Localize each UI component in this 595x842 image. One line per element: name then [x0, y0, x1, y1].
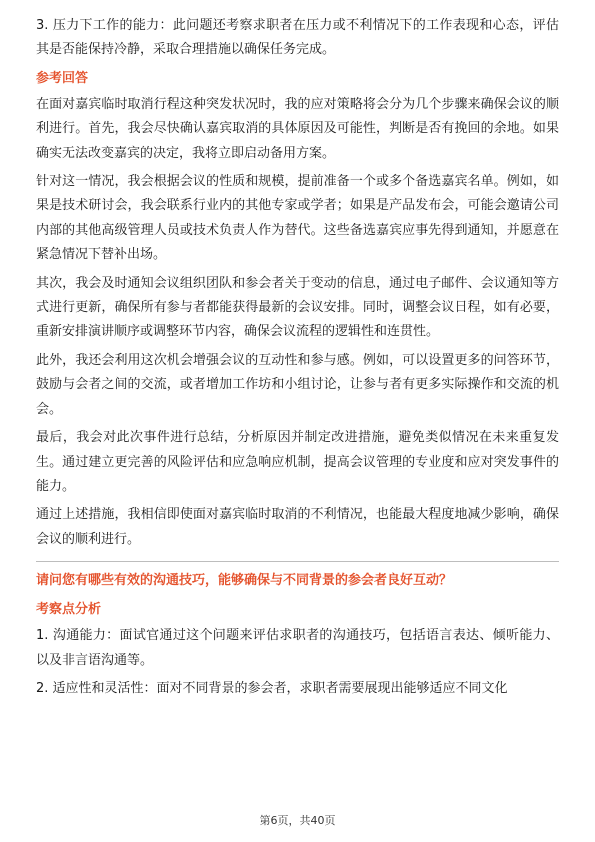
answer-paragraph: 在面对嘉宾临时取消行程这种突发状况时，我的应对策略将会分为几个步骤来确保会议的顺利进行。首先，我会尽快确认嘉宾取消的具体原因及可能性，判断是否有挽回的余地。如果确实无法改变嘉宾的决定，我将立即启动备用方案。 [36, 96, 559, 161]
analysis-item: 2. 适应性和灵活性：面对不同背景的参会者，求职者需要展现出能够适应不同文化 [36, 680, 508, 696]
interview-question: 请问您有哪些有效的沟通技巧，能够确保与不同背景的参会者良好互动？ [36, 573, 453, 589]
analysis-heading: 考察点分析 [36, 602, 102, 618]
page-content [36, 14, 559, 705]
section-divider [36, 561, 559, 562]
answer-paragraph: 最后，我会对此次事件进行总结，分析原因并制定改进措施，避免类似情况在未来重复发生。通过建立更完善的风险评估和应急响应机制，提高会议管理的专业度和应对突发事件的能力。 [36, 430, 559, 494]
answer-paragraph: 针对这一情况，我会根据会议的性质和规模，提前准备一个或多个备选嘉宾名单。例如，如果是技术研讨会，我会联系行业内的其他专家或学者；如果是产品发布会，可能会邀请公司内部的其他高级管理人员或技术负责人作为替代。这些备选嘉宾应事先得到通知，并愿意在紧急情况下替补出场。 [36, 174, 559, 263]
answer-paragraph: 此外，我还会利用这次机会增强会议的互动性和参与感。例如，可以设置更多的问答环节，鼓励与会者之间的交流，或者增加工作坊和小组讨论，让参与者有更多实际操作和交流的机会。 [36, 352, 559, 417]
answer-paragraph: 通过上述措施，我相信即使面对嘉宾临时取消的不利情况，也能最大程度地减少影响，确保会议的顺利进行。 [36, 507, 559, 547]
page-number-footer: 第6页，共40页 [259, 814, 336, 827]
answer-paragraph: 其次，我会及时通知会议组织团队和参会者关于变动的信息，通过电子邮件、会议通知等方式进行更新，确保所有参与者都能获得最新的会议安排。同时，调整会议日程，如有必要，重新安排演讲顺序或调整环节内容，确保会议流程的逻辑性和连贯性。 [36, 275, 559, 340]
analysis-item: 1. 沟通能力：面试官通过这个问题来评估求职者的沟通技巧，包括语言表达、倾听能力、以及非言语沟通等。 [36, 628, 559, 668]
evaluation-point-3: 3. 压力下工作的能力：此问题还考察求职者在压力或不利情况下的工作表现和心态，评估其是否能保持冷静，采取合理措施以确保任务完成。 [36, 18, 559, 58]
reference-answer-heading: 参考回答 [36, 70, 89, 86]
